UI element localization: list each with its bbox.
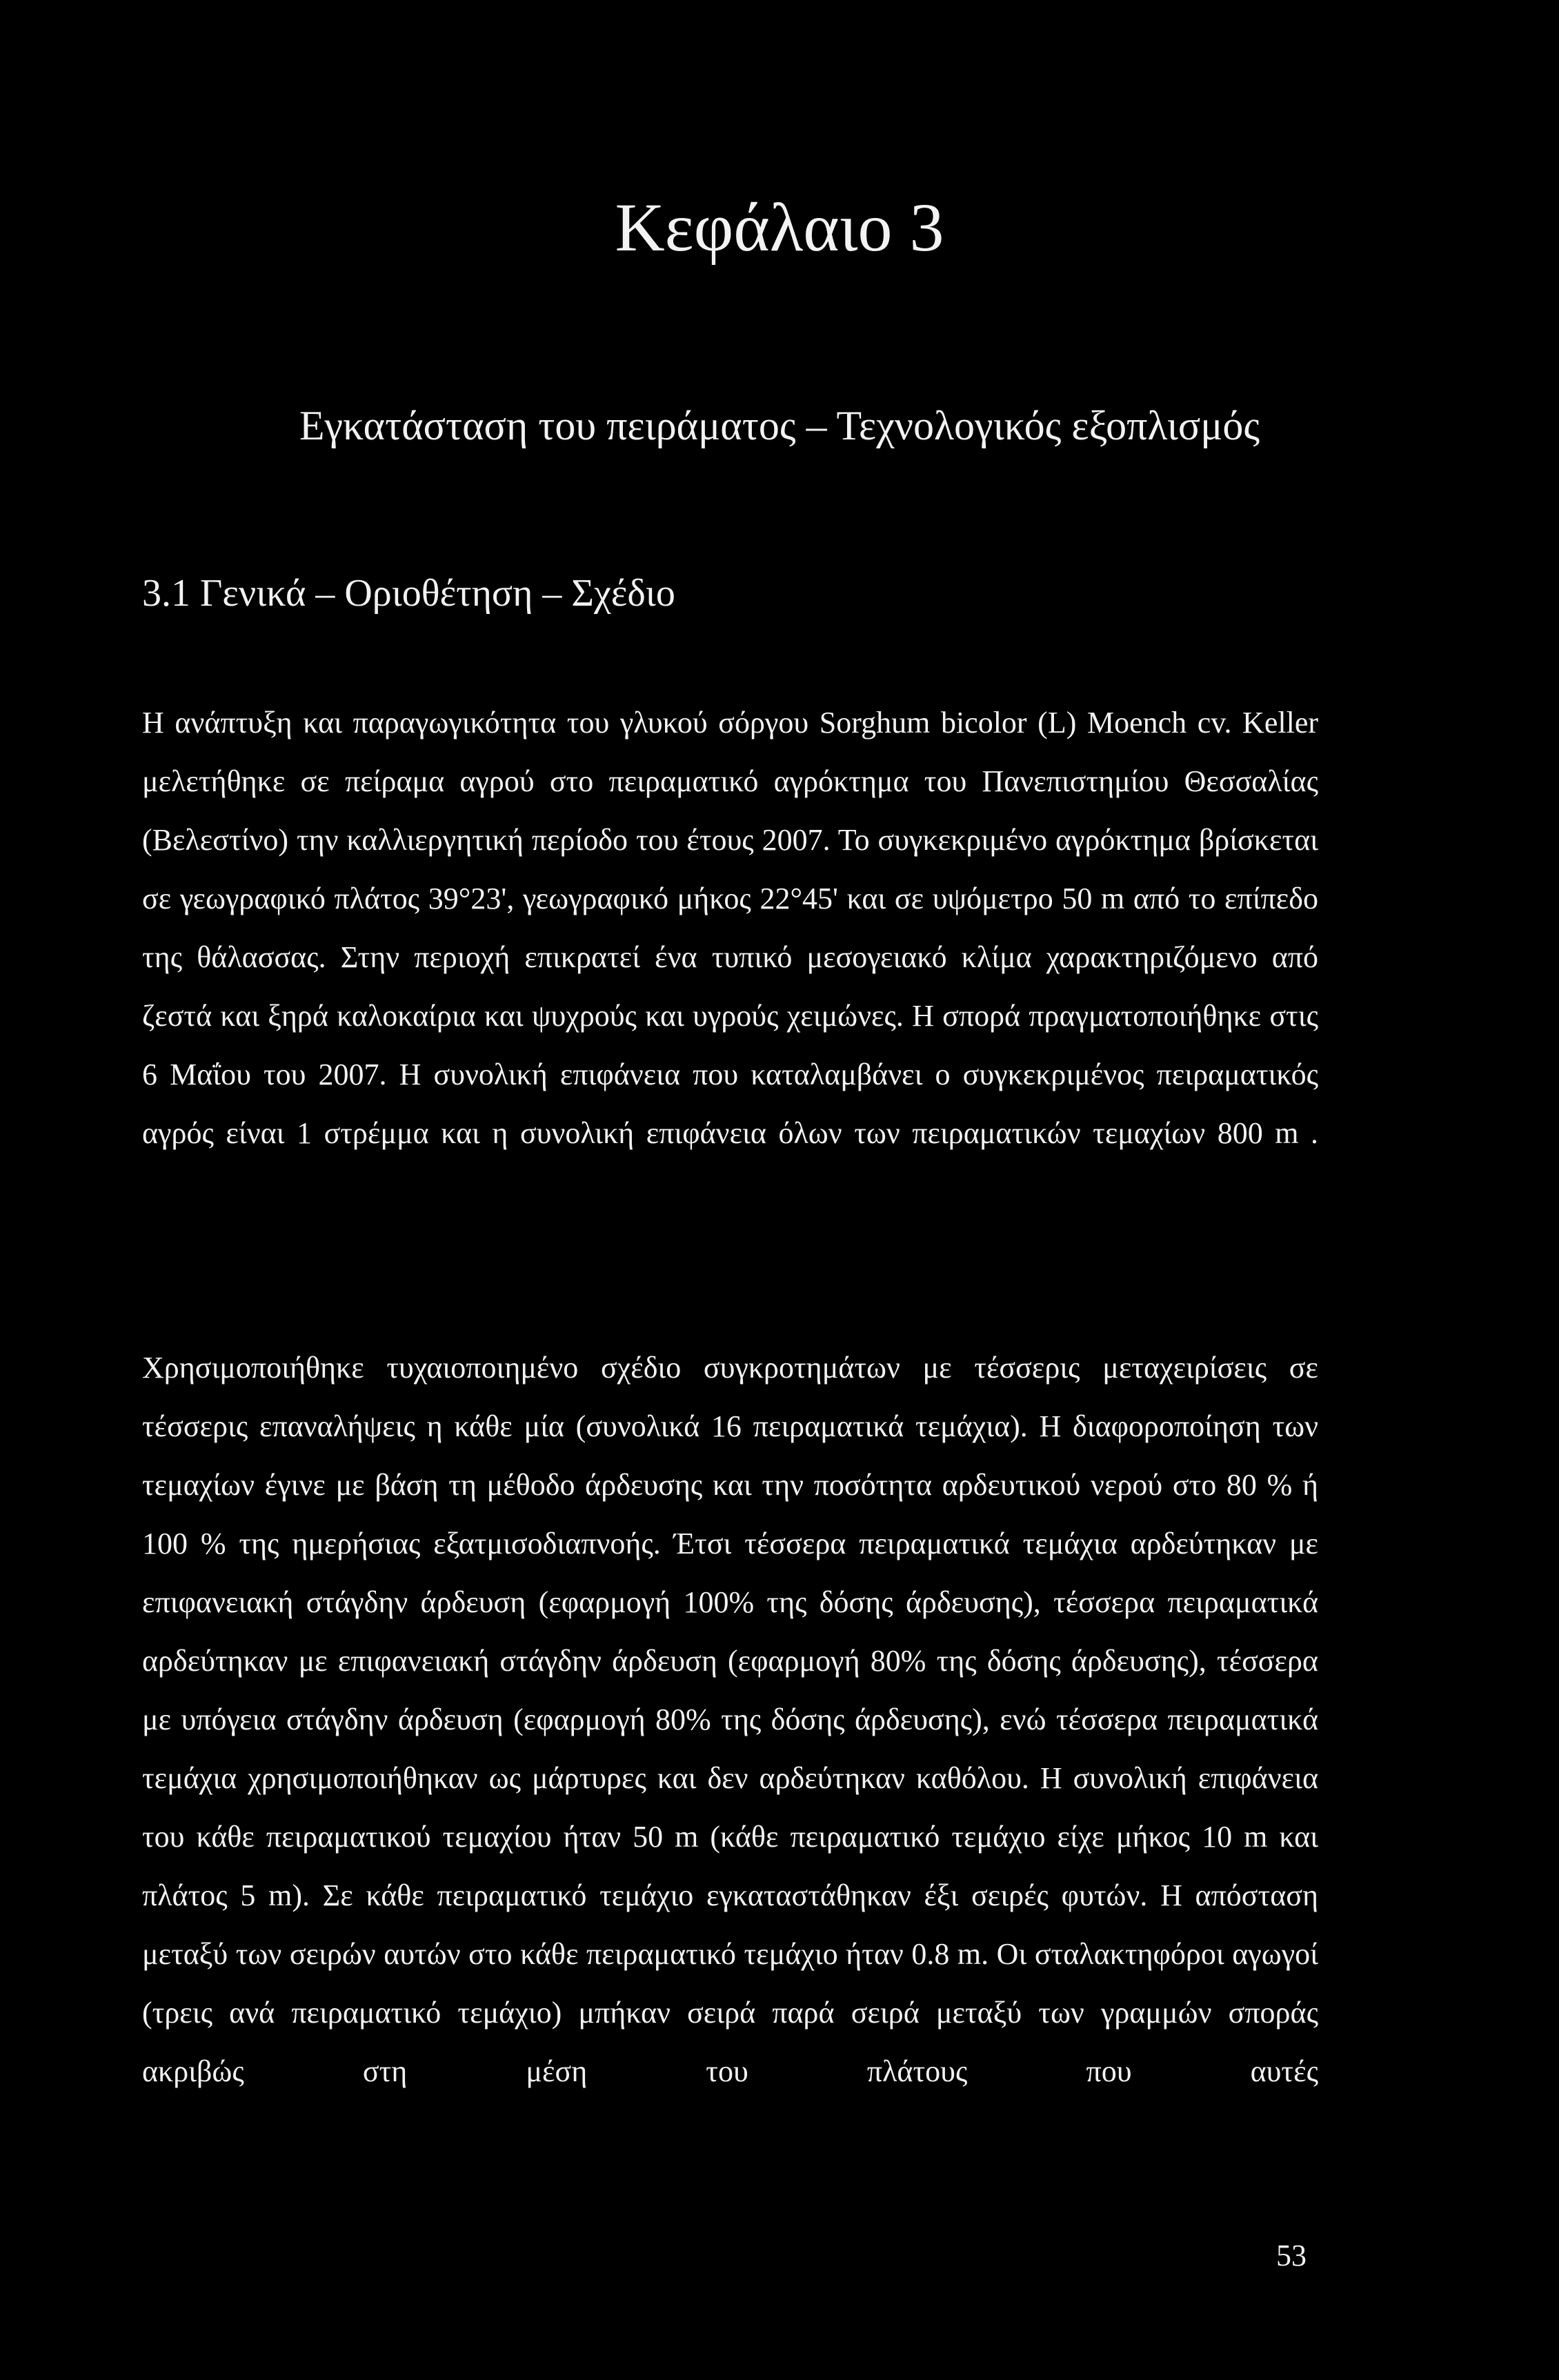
chapter-subtitle: Εγκατάσταση του πειράματος – Τεχνολογικός εξοπλισμός bbox=[299, 403, 1260, 448]
paragraph-location: Η ανάπτυξη και παραγωγικότητα του γλυκού σόργου Sorghum bicolor (L) Moench cv. Keller μελετήθηκε σε πείραμα αγρού στο πειραματικό αγρόκτημα του Πανεπιστημίου Θεσσαλίας (Βελεστίνο) την καλλιεργητική περίοδο του έτους 2007. Το συγκεκριμένο αγρόκτημα βρίσκεται σε γεωγραφικό πλάτος 39°23', γεωγραφικό μήκος 22°45' και σε υψόμετρο 50 m από το επίπεδο της θάλασσας. Στην περιοχή επικρατεί ένα τυπικό μεσογειακό κλίμα χαρακτηριζόμενο από ζεστά και ξηρά καλοκαίρια και ψυχρούς και υγρούς χειμώνες. Η σπορά πραγματοποιήθηκε στις 6 Μαΐου του 2007. Η συνολική επιφάνεια που καταλαμβάνει ο συγκεκριμένος πειραματικός αγρός είναι 1 στρέμμα και η συνολική επιφάνεια όλων των πειραματικών τεμαχίων 800 m . bbox=[142, 706, 1318, 1150]
section-heading: 3.1 Γενικά – Οριοθέτηση – Σχέδιο bbox=[142, 572, 675, 615]
page-number: 53 bbox=[1276, 2239, 1307, 2272]
paragraph-design: Χρησιμοποιήθηκε τυχαιοποιημένο σχέδιο συγκροτημάτων με τέσσερις μεταχειρίσεις σε τέσσερις επαναλήψεις η κάθε μία (συνολικά 16 πειραματικά τεμάχια). Η διαφοροποίηση των τεμαχίων έγινε με βάση τη μέθοδο άρδευσης και την ποσότητα αρδευτικού νερού στο 80 % ή 100 % της ημερήσιας εξατμισοδιαπνοής. Έτσι τέσσερα πειραματικά τεμάχια αρδεύτηκαν με επιφανειακή στάγδην άρδευση (εφαρμογή 100% της δόσης άρδευσης), τέσσερα πειραματικά αρδεύτηκαν με επιφανειακή στάγδην άρδευση (εφαρμογή 80% της δόσης άρδευσης), τέσσερα με υπόγεια στάγδην άρδευση (εφαρμογή 80% της δόσης άρδευσης), ενώ τέσσερα πειραματικά τεμάχια χρησιμοποιήθηκαν ως μάρτυρες και δεν αρδεύτηκαν καθόλου. Η συνολική επιφάνεια του κάθε πειραματικού τεμαχίου ήταν 50 m (κάθε πειραματικό τεμάχιο είχε μήκος 10 m και πλάτος 5 m). Σε κάθε πειραματικό τεμάχιο εγκαταστάθηκαν έξι σειρές φυτών. Η απόσταση μεταξύ των σειρών αυτών στο κάθε πειραματικό τεμάχιο ήταν 0.8 m. Οι σταλακτηφόροι αγωγοί (τρεις ανά πειραματικό τεμάχιο) μπήκαν σειρά παρά σειρά μεταξύ των γραμμών σποράς ακριβώς στη μέση του πλάτους που αυτές bbox=[142, 1351, 1318, 2088]
chapter-title: Κεφάλαιο 3 bbox=[615, 189, 944, 266]
